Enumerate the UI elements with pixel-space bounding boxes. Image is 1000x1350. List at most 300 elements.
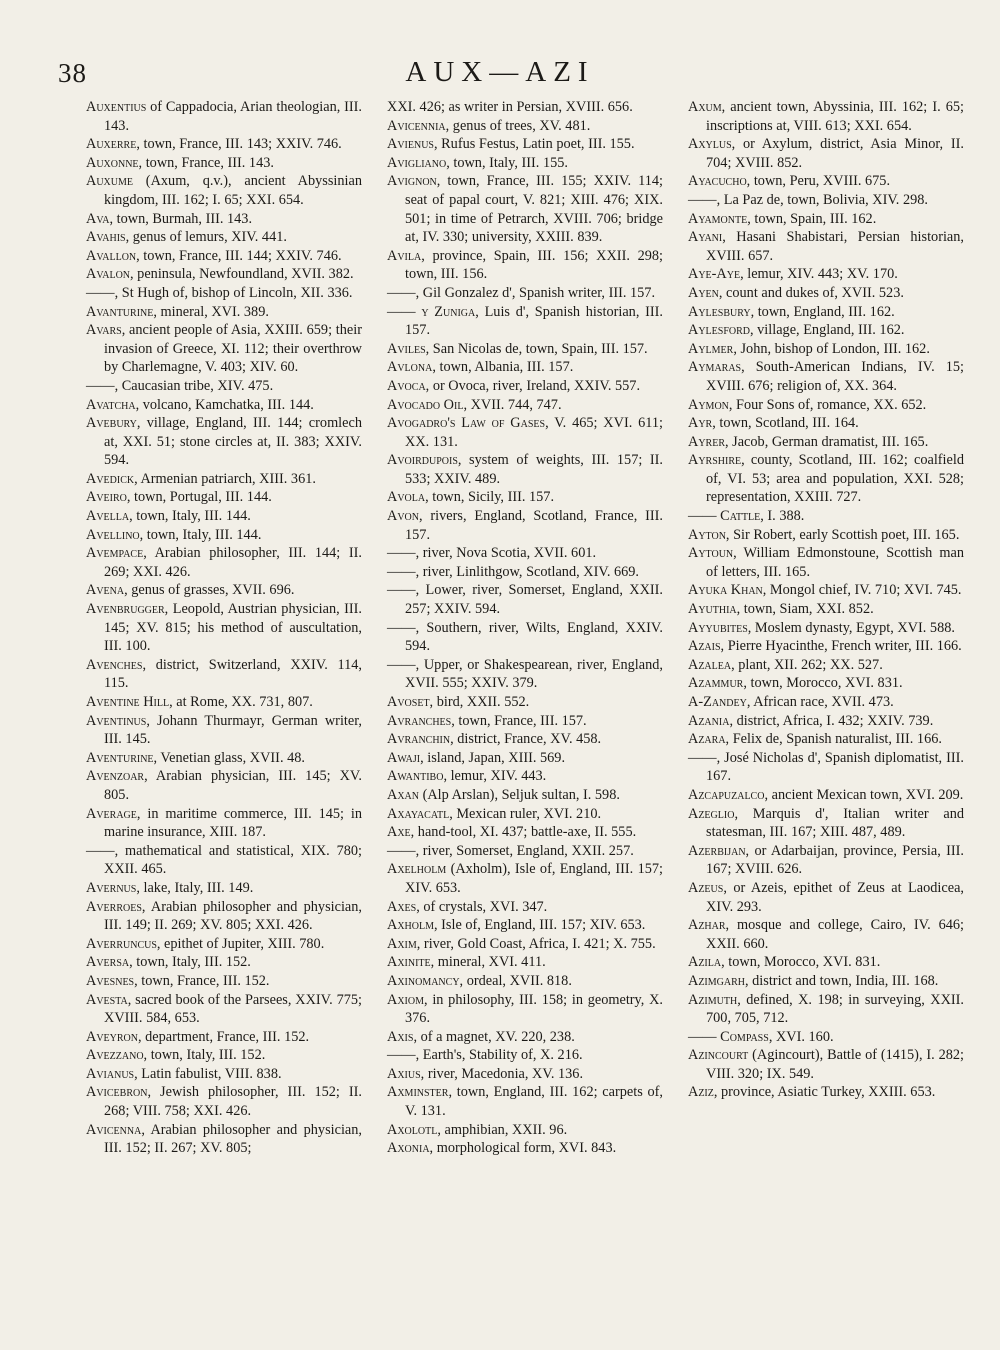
entry-text: , town, Italy, III. 144. <box>129 508 251 525</box>
index-entry <box>86 879 362 898</box>
entry-headword: Axes <box>387 898 417 915</box>
entry-headword: Avigliano <box>387 154 447 171</box>
entry-text: , peninsula, Newfoundland, XVII. 382. <box>130 266 354 283</box>
index-entry <box>387 972 663 991</box>
entry-headword: Auxonne <box>86 154 139 171</box>
entry-text: , district, France, XV. 458. <box>450 731 602 748</box>
index-entry <box>387 303 663 340</box>
entry-headword: Ayuthia <box>688 601 737 618</box>
entry-text: , town, Burmah, III. 143. <box>109 210 253 227</box>
index-entry <box>688 451 964 507</box>
running-head: AUX—AZI <box>405 56 595 88</box>
index-entry <box>387 581 663 618</box>
index-entry <box>387 730 663 749</box>
entry-text: , mathematical and statistical, XIX. 780; XXII. 465. <box>104 842 362 878</box>
index-entry <box>387 823 663 842</box>
index-entry <box>387 1028 663 1047</box>
index-entry <box>688 674 964 693</box>
entry-text: , or Axylum, district, Asia Minor, II. 704; XVIII. 852. <box>706 136 964 171</box>
entry-headword: Avranchin <box>387 731 451 748</box>
index-entry <box>688 98 964 135</box>
entry-headword: Avatcha <box>86 396 136 413</box>
entry-headword: Average <box>86 805 137 822</box>
entry-text: , La Paz de, town, Bolivia, XIV. 298. <box>716 191 928 208</box>
index-entry <box>387 98 663 117</box>
entry-headword: Axiom <box>387 991 424 1008</box>
entry-text: , South-American Indians, IV. 15; XVIII. 676; religion of, XX. 364. <box>706 359 964 394</box>
entry-text: , province, Asiatic Turkey, XXIII. 653. <box>713 1084 936 1101</box>
entry-headword: Ayrer <box>688 433 725 450</box>
index-entry <box>387 1139 663 1158</box>
entry-text: , ordeal, XVII. 818. <box>459 972 572 989</box>
index-entry <box>387 991 663 1028</box>
entry-headword: —— <box>387 545 416 562</box>
entry-text: , mosque and college, Cairo, IV. 646; XXII. 660. <box>706 917 964 952</box>
index-entry <box>387 693 663 712</box>
entry-headword: Ayrshire <box>688 452 742 469</box>
entry-headword: Avianus <box>86 1065 135 1082</box>
index-entry <box>387 488 663 507</box>
index-entry <box>688 1083 964 1102</box>
page-number: 38 <box>58 58 87 88</box>
entry-headword: Azcapuzalco <box>688 786 765 803</box>
entry-text: , John, bishop of London, III. 162. <box>733 340 930 357</box>
entry-text: , ancient Mexican town, XVI. 209. <box>764 786 964 803</box>
entry-text: , town, France, III. 143. <box>138 154 274 171</box>
entry-text: , San Nicolas de, town, Spain, III. 157. <box>425 340 648 357</box>
index-entry <box>688 749 964 786</box>
entry-headword: Avebury <box>86 415 137 432</box>
entry-headword: Ayton <box>688 526 726 543</box>
entry-headword: Ayyubites <box>688 619 748 636</box>
entry-text: (Axholm), Isle of, England, III. 157; XIV. 653. <box>405 861 663 896</box>
entry-text: , system of weights, III. 157; II. 533; XXIV. 489. <box>405 452 663 487</box>
entry-text: , district, Switzerland, XXIV. 114, 115. <box>104 656 362 692</box>
entry-headword: Avogadro's Law of Gases <box>387 415 546 432</box>
entry-text: , lemur, XIV. 443; XV. 170. <box>740 266 898 283</box>
entry-text: , river, Macedonia, XV. 136. <box>420 1065 584 1082</box>
index-entry <box>86 247 362 266</box>
entry-headword: Avoirdupois <box>387 452 458 469</box>
index-entry <box>688 210 964 229</box>
index-entry <box>86 98 362 135</box>
index-entry <box>86 1121 362 1158</box>
entry-text: , town, Scotland, III. 164. <box>712 415 859 432</box>
entry-headword: Axis <box>387 1028 414 1045</box>
entry-headword: Avoca <box>387 377 426 394</box>
entry-headword: Axius <box>387 1065 421 1082</box>
entry-headword: Avallon <box>86 247 137 264</box>
index-entry <box>86 935 362 954</box>
entry-headword: Ayacucho <box>688 173 747 190</box>
entry-text: , Latin fabulist, VIII. 838. <box>134 1065 282 1082</box>
index-entry <box>387 916 663 935</box>
index-entry <box>387 414 663 451</box>
entry-headword: Avicennia <box>387 117 446 134</box>
entry-headword: Avars <box>86 322 122 339</box>
entry-text: of Cappadocia, Arian theologian, III. 143. <box>104 99 362 134</box>
entry-headword: Avezzano <box>86 1047 144 1064</box>
entry-text: , ancient town, Abyssinia, III. 162; I. 65; inscriptions at, VIII. 613; XXI. 654. <box>706 99 964 134</box>
entry-text: , Arabian philosopher and physician, III. 149; II. 269; XV. 805; XXI. 426. <box>104 898 362 934</box>
entry-headword: Axim <box>387 935 417 952</box>
entry-text: , rivers, England, Scotland, France, III. 157. <box>405 508 663 543</box>
index-entry <box>387 172 663 246</box>
index-entry <box>387 935 663 954</box>
entry-headword: Avenches <box>86 656 143 673</box>
entry-headword: —— <box>387 563 416 580</box>
entry-headword: A-Zandey <box>688 694 747 710</box>
entry-text: , or Ovoca, river, Ireland, XXIV. 557. <box>425 377 641 394</box>
index-entry <box>86 1028 362 1047</box>
entry-headword: Aylesford <box>688 322 750 339</box>
entry-text: XXI. 426; as writer in Persian, XVIII. 656. <box>387 99 633 115</box>
entry-text: , town, Spain, III. 162. <box>747 210 877 227</box>
index-entry <box>86 377 362 396</box>
entry-text: , river, Gold Coast, Africa, I. 421; X. 755. <box>416 935 656 952</box>
index-entry <box>86 1065 362 1084</box>
entry-headword: —— <box>387 582 416 599</box>
entry-text: , lake, Italy, III. 149. <box>136 879 254 896</box>
entry-text: , town, Albania, III. 157. <box>432 359 574 376</box>
entry-text: , Arabian philosopher and physician, III. 152; II. 267; XV. 805; <box>104 1121 362 1157</box>
index-entry <box>688 656 964 675</box>
entry-text: , Lower, river, Somerset, England, XXII. 257; XXIV. 594. <box>405 582 663 618</box>
entry-headword: Averruncus <box>86 935 157 952</box>
index-entry <box>387 842 663 861</box>
entry-text: , mineral, XVI. 411. <box>430 954 546 971</box>
entry-headword: Aversa <box>86 954 130 971</box>
entry-text: , river, Nova Scotia, XVII. 601. <box>415 545 597 562</box>
index-column-2 <box>387 98 663 1158</box>
entry-text: , Isle of, England, III. 157; XIV. 653. <box>434 917 646 934</box>
index-entry <box>387 1083 663 1120</box>
index-entry <box>688 991 964 1028</box>
entry-headword: Auxerre <box>86 136 137 153</box>
index-entry <box>387 377 663 396</box>
index-entry <box>86 842 362 879</box>
entry-headword: Ayani <box>688 229 723 246</box>
entry-text: , town, France, III. 157. <box>451 712 587 729</box>
entry-headword: Axinomancy <box>387 972 460 989</box>
entry-headword: Axe <box>387 824 411 841</box>
index-entry <box>688 303 964 322</box>
entry-text: , Arabian philosopher, III. 144; II. 269; XXI. 426. <box>104 545 362 580</box>
entry-headword: Avila <box>387 247 422 264</box>
index-entry <box>387 805 663 824</box>
entry-text: , XVII. 744, 747. <box>463 396 562 413</box>
entry-headword: Aymon <box>688 396 729 413</box>
index-entry <box>688 340 964 359</box>
index-entry <box>86 1083 362 1120</box>
index-entry <box>688 637 964 656</box>
index-entry <box>688 953 964 972</box>
index-entry <box>688 693 964 712</box>
entry-text: , town, France, III. 155; XXIV. 114; seat of papal court, V. 821; XIII. 476; XIX. 501; in time of Petrarch, XVIII. 706; bridge at, IV. 330; university, XXIII. 839. <box>405 173 663 246</box>
entry-headword: Avahis <box>86 229 126 246</box>
entry-text: , province, Spain, III. 156; XXII. 298; town, III. 156. <box>405 247 663 283</box>
entry-text: , Venetian glass, XVII. 48. <box>153 749 305 766</box>
index-column-1 <box>86 98 362 1158</box>
entry-text: , Marquis d', Italian writer and statesman, III. 167; XIII. 487, 489. <box>706 805 964 841</box>
entry-text: , William Edmonstoune, Scottish man of letters, III. 165. <box>706 545 964 580</box>
entry-text: , Earth's, Stability of, X. 216. <box>415 1047 583 1064</box>
entry-text: , Felix de, Spanish naturalist, III. 166. <box>725 731 942 748</box>
entry-text: , Jewish philosopher, III. 152; II. 268; VIII. 758; XXI. 426. <box>104 1084 362 1120</box>
index-entry <box>86 210 362 229</box>
entry-headword: —— <box>387 284 416 301</box>
entry-text: , ancient people of Asia, XXIII. 659; their invasion of Greece, XI. 112; their overthrow by Charlemagne, V. 403; XIV. 60. <box>104 322 362 376</box>
entry-headword: Aventine Hill <box>86 694 170 710</box>
entry-text: , V. 465; XVI. 611; XX. 131. <box>405 415 663 450</box>
index-entry <box>688 135 964 172</box>
entry-headword: Auxentius <box>86 99 147 115</box>
index-entry <box>387 786 663 805</box>
index-entry <box>387 712 663 731</box>
index-entry <box>86 898 362 935</box>
entry-headword: Avicenna <box>86 1121 142 1138</box>
entry-headword: Aventurine <box>86 749 154 766</box>
index-entry <box>688 265 964 284</box>
entry-headword: —— <box>86 842 115 859</box>
index-entry <box>387 1046 663 1065</box>
entry-headword: Avon <box>387 508 419 525</box>
index-entry <box>688 507 964 526</box>
entry-text: , of crystals, XVI. 347. <box>416 898 548 915</box>
entry-headword: Avenzoar <box>86 768 145 785</box>
index-entry <box>688 544 964 581</box>
entry-headword: Azimuth <box>688 991 738 1008</box>
entry-headword: Aye-Aye <box>688 266 741 283</box>
index-entry <box>387 1121 663 1140</box>
entry-text: , genus of grasses, XVII. 696. <box>124 582 295 599</box>
entry-headword: Avanturine <box>86 303 154 320</box>
entry-headword: —— Cattle <box>688 508 761 525</box>
index-entry <box>387 284 663 303</box>
index-entry <box>387 898 663 917</box>
index-entry <box>86 1046 362 1065</box>
entry-text: , Four Sons of, romance, XX. 652. <box>728 396 927 413</box>
entry-headword: Azalea <box>688 656 732 673</box>
entry-headword: Avella <box>86 508 130 525</box>
entry-text: , of a magnet, XV. 220, 238. <box>413 1028 575 1045</box>
entry-headword: Aymaras <box>688 359 742 376</box>
entry-headword: Avola <box>387 489 426 506</box>
entry-text: , in philosophy, III. 158; in geometry, X. 376. <box>405 991 663 1027</box>
entry-text: , town, Italy, III. 144. <box>139 526 262 543</box>
entry-headword: Avellino <box>86 526 140 543</box>
index-entry <box>688 1028 964 1047</box>
entry-text: , town, France, III. 143; XXIV. 746. <box>136 136 342 153</box>
entry-headword: Ayamonte <box>688 210 748 227</box>
entry-headword: —— y Zuniga <box>387 303 476 320</box>
entry-text: , town, Italy, III. 155. <box>446 154 568 171</box>
entry-text: , county, Scotland, III. 162; coalfield of, VI. 53; area and population, XXI. 528; representation, XXIII. 727. <box>706 452 964 506</box>
index-entry <box>688 191 964 210</box>
entry-headword: Avesnes <box>86 972 135 989</box>
entry-headword: Axolotl <box>387 1121 438 1138</box>
entry-text: , Hasani Shabistari, Persian historian, XVIII. 657. <box>706 229 964 264</box>
entry-headword: Avignon <box>387 173 437 190</box>
entry-headword: Aziz <box>688 1084 714 1101</box>
entry-headword: Ayuka Khan <box>688 582 763 599</box>
entry-headword: Azeus <box>688 879 724 896</box>
entry-text: , town, Morocco, XVI. 831. <box>721 954 881 971</box>
entry-text: , Armenian patriarch, XIII. 361. <box>134 470 316 487</box>
entry-headword: Axum <box>688 99 722 115</box>
entry-text: , African race, XVII. 473. <box>746 694 894 710</box>
index-entry <box>387 247 663 284</box>
index-entry <box>387 749 663 768</box>
entry-headword: —— <box>688 191 717 208</box>
entry-text: , Johann Thurmayr, German writer, III. 145. <box>104 712 362 748</box>
index-entry <box>86 303 362 322</box>
index-entry <box>688 619 964 638</box>
entry-headword: Awantibo <box>387 768 444 785</box>
entry-text: , amphibian, XXII. 96. <box>437 1121 568 1138</box>
entry-headword: Avedick <box>86 470 135 487</box>
index-entry <box>387 953 663 972</box>
entry-text: , St Hugh of, bishop of Lincoln, XII. 336. <box>114 284 353 301</box>
entry-headword: —— <box>387 656 416 673</box>
entry-headword: Aylesbury <box>688 303 751 320</box>
entry-headword: Azeglio <box>688 805 735 822</box>
index-entry <box>688 581 964 600</box>
entry-text: , town, Sicily, III. 157. <box>425 489 555 506</box>
entry-headword: Ayr <box>688 415 713 432</box>
index-entry <box>688 526 964 545</box>
entry-text: , Sir Robert, early Scottish poet, III. 165. <box>725 526 960 543</box>
entry-headword: Avoset <box>387 694 430 710</box>
index-entry <box>86 414 362 470</box>
entry-headword: —— <box>86 284 115 301</box>
entry-text: , town, France, III. 152. <box>134 972 270 989</box>
entry-headword: Auxume <box>86 173 133 190</box>
entry-text: , town, Siam, XXI. 852. <box>736 601 874 618</box>
entry-headword: Ava <box>86 210 110 227</box>
index-entry <box>86 228 362 247</box>
index-entry <box>688 786 964 805</box>
index-entry <box>86 470 362 489</box>
index-entry <box>86 712 362 749</box>
index-entry <box>688 730 964 749</box>
entry-text: , Upper, or Shakespearean, river, England, XVII. 555; XXIV. 379. <box>405 656 663 692</box>
index-entry <box>86 693 362 712</box>
index-entry <box>688 228 964 265</box>
entry-headword: Axayacatl <box>387 805 450 822</box>
index-entry <box>86 284 362 303</box>
entry-text: , town, Peru, XVIII. 675. <box>746 173 891 190</box>
index-entry <box>387 396 663 415</box>
entry-text: , district, Africa, I. 432; XXIV. 739. <box>729 712 934 729</box>
entry-text: , village, England, III. 162. <box>750 322 905 339</box>
index-entry <box>86 321 362 377</box>
entry-headword: —— <box>688 749 717 766</box>
index-entry <box>86 154 362 173</box>
index-entry <box>688 600 964 619</box>
index-entry <box>688 414 964 433</box>
index-entry <box>387 563 663 582</box>
entry-headword: Azammur <box>688 675 744 692</box>
entry-text: , Caucasian tribe, XIV. 475. <box>114 377 274 394</box>
entry-text: , village, England, III. 144; cromlech at, XXI. 51; stone circles at, II. 383; XXIV. 594. <box>104 415 362 469</box>
index-entry <box>688 1046 964 1083</box>
entry-text: , town, Italy, III. 152. <box>129 954 251 971</box>
entry-text: , Leopold, Austrian physician, III. 145; XV. 815; his method of auscultation, III. 100. <box>104 601 362 655</box>
entry-headword: Axminster <box>387 1084 449 1101</box>
index-entry <box>387 860 663 897</box>
entry-text: , department, France, III. 152. <box>138 1028 310 1045</box>
index-entry <box>387 767 663 786</box>
entry-headword: —— <box>387 619 416 636</box>
entry-headword: Aveyron <box>86 1028 138 1045</box>
entry-headword: —— <box>86 377 115 394</box>
entry-headword: Axylus <box>688 136 732 153</box>
entry-headword: Azila <box>688 954 722 971</box>
entry-text: , or Azeis, epithet of Zeus at Laodicea, XIV. 293. <box>706 879 964 915</box>
entry-text: , genus of lemurs, XIV. 441. <box>125 229 287 246</box>
entry-headword: —— Compass <box>688 1028 769 1045</box>
entry-text: , Mongol chief, IV. 710; XVI. 745. <box>762 582 962 599</box>
index-entry <box>387 451 663 488</box>
index-entry <box>688 284 964 303</box>
index-entry <box>86 544 362 581</box>
entry-headword: Aventinus <box>86 712 147 729</box>
entry-headword: Averroes <box>86 898 142 915</box>
index-entry <box>86 991 362 1028</box>
entry-text: (Agincourt), Battle of (1415), I. 282; VIII. 320; IX. 549. <box>706 1047 964 1082</box>
index-entry <box>387 117 663 136</box>
index-entry <box>86 526 362 545</box>
entry-text: , hand-tool, XI. 437; battle-axe, II. 555. <box>410 824 637 841</box>
entry-text: , district and town, India, III. 168. <box>745 972 939 989</box>
entry-text: , lemur, XIV. 443. <box>443 768 547 785</box>
entry-text: , Arabian physician, III. 145; XV. 805. <box>104 768 362 803</box>
index-entry <box>387 358 663 377</box>
index-entry <box>688 916 964 953</box>
entry-text: (Axum, q.v.), ancient Abyssinian kingdom, III. 162; I. 65; XXI. 654. <box>104 173 362 208</box>
index-entry <box>86 507 362 526</box>
index-entry <box>688 805 964 842</box>
entry-headword: Avocado Oil <box>387 396 464 413</box>
index-entry <box>387 619 663 656</box>
entry-text: , Jacob, German dramatist, III. 165. <box>725 433 929 450</box>
entry-headword: Awaji <box>387 749 421 766</box>
entry-headword: Avena <box>86 582 125 599</box>
entry-headword: Avalon <box>86 266 131 283</box>
entry-text: (Alp Arslan), Seljuk sultan, I. 598. <box>419 786 620 803</box>
entry-headword: Avlona <box>387 359 433 376</box>
entry-headword: Avempace <box>86 545 144 562</box>
index-entry <box>387 507 663 544</box>
entry-text: , José Nicholas d', Spanish diplomatist, III. 167. <box>706 749 964 785</box>
entry-text: , in maritime commerce, III. 145; in marine insurance, XIII. 187. <box>104 805 362 841</box>
entry-headword: Axonia <box>387 1140 430 1157</box>
entry-text: , epithet of Jupiter, XIII. 780. <box>156 935 325 952</box>
entry-headword: Avicebron <box>86 1084 148 1101</box>
entry-text: , town, Morocco, XVI. 831. <box>743 675 903 692</box>
entry-headword: Axan <box>387 786 419 803</box>
index-entry <box>86 265 362 284</box>
index-entry <box>688 842 964 879</box>
index-entry <box>86 767 362 804</box>
entry-headword: Avienus <box>387 136 434 153</box>
index-columns <box>86 98 964 1158</box>
index-entry <box>86 135 362 154</box>
entry-text: , plant, XII. 262; XX. 527. <box>731 656 883 673</box>
entry-headword: Aveiro <box>86 489 127 506</box>
entry-headword: Azara <box>688 731 726 748</box>
